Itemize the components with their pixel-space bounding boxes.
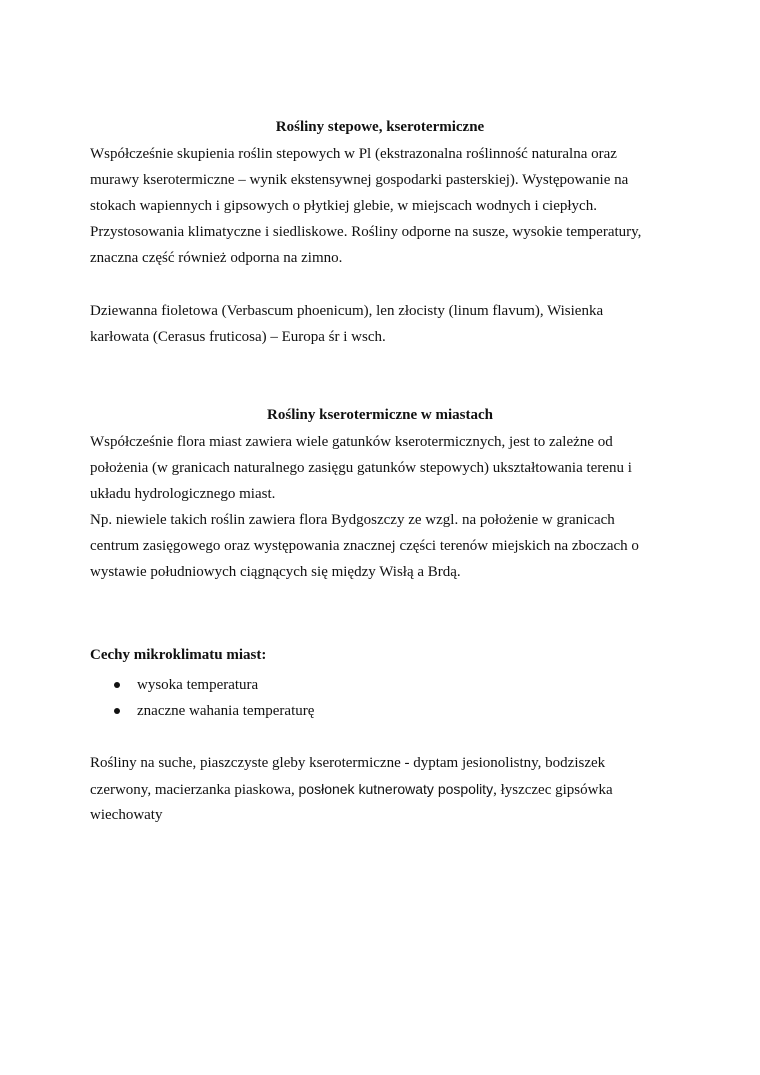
text-line: wystawie południowych ciągnących się między Wisłą a Brdą. — [90, 564, 461, 580]
paragraph-dry-soil-plants — [90, 750, 670, 828]
text-line — [90, 776, 670, 802]
bullet-icon — [114, 682, 120, 688]
list-item-text: wysoka temperatura — [137, 677, 259, 693]
text-line: układu hydrologicznego miast. — [90, 486, 276, 502]
text-line: Przystosowania klimatyczne i siedliskowe. Rośliny odporne na susze, wysokie temperatury, — [90, 224, 642, 240]
text-segment: , łyszczec gipsówka — [493, 782, 613, 798]
text-line: murawy kserotermiczne – wynik ekstensywnej gospodarki pasterskiej). Występowanie na — [90, 172, 629, 188]
text-line: stokach wapiennych i gipsowych o płytkiej glebie, w miejscach wodnych i ciepłych. — [90, 198, 597, 214]
section-title-urban-xerothermic: Rośliny kserotermiczne w miastach — [267, 407, 493, 423]
section-title-microclimate: Cechy mikroklimatu miast: — [90, 647, 267, 663]
text-segment: czerwony, macierzanka piaskowa, — [90, 782, 299, 798]
text-line: Współcześnie flora miast zawiera wiele gatunków kserotermicznych, jest to zależne od — [90, 434, 613, 450]
list-item-text: znaczne wahania temperaturę — [137, 703, 315, 719]
text-line: znaczna część również odporna na zimno. — [90, 250, 343, 266]
text-line: położenia (w granicach naturalnego zasięgu gatunków stepowych) ukształtowania terenu i — [90, 460, 632, 476]
list-item — [90, 698, 670, 724]
microclimate-bullet-list — [90, 672, 670, 724]
text-line: karłowata (Cerasus fruticosa) – Europa śr i wsch. — [90, 329, 386, 345]
text-line: wiechowaty — [90, 807, 163, 823]
text-line: Np. niewiele takich roślin zawiera flora Bydgoszczy ze wzgl. na położenie w granicach — [90, 512, 615, 528]
bullet-icon — [114, 708, 120, 714]
highlighted-species-name: posłonek kutnerowaty pospolity — [298, 781, 494, 797]
text-line: Dziewanna fioletowa (Verbascum phoenicum), len złocisty (linum flavum), Wisienka — [90, 303, 604, 319]
text-line: Rośliny na suche, piaszczyste gleby kserotermiczne - dyptam jesionolistny, bodziszek — [90, 755, 606, 771]
paragraph-steppe-plants — [90, 141, 670, 271]
list-item — [90, 672, 670, 698]
paragraph-species-list — [90, 298, 670, 350]
text-line: centrum zasięgowego oraz występowania znacznej części terenów miejskich na zboczach o — [90, 538, 639, 554]
section-title-steppe-plants: Rośliny stepowe, kserotermiczne — [275, 119, 485, 135]
text-line: Współcześnie skupienia roślin stepowych w Pl (ekstrazonalna roślinność naturalna oraz — [90, 146, 617, 162]
paragraph-urban-xerothermic — [90, 429, 670, 585]
